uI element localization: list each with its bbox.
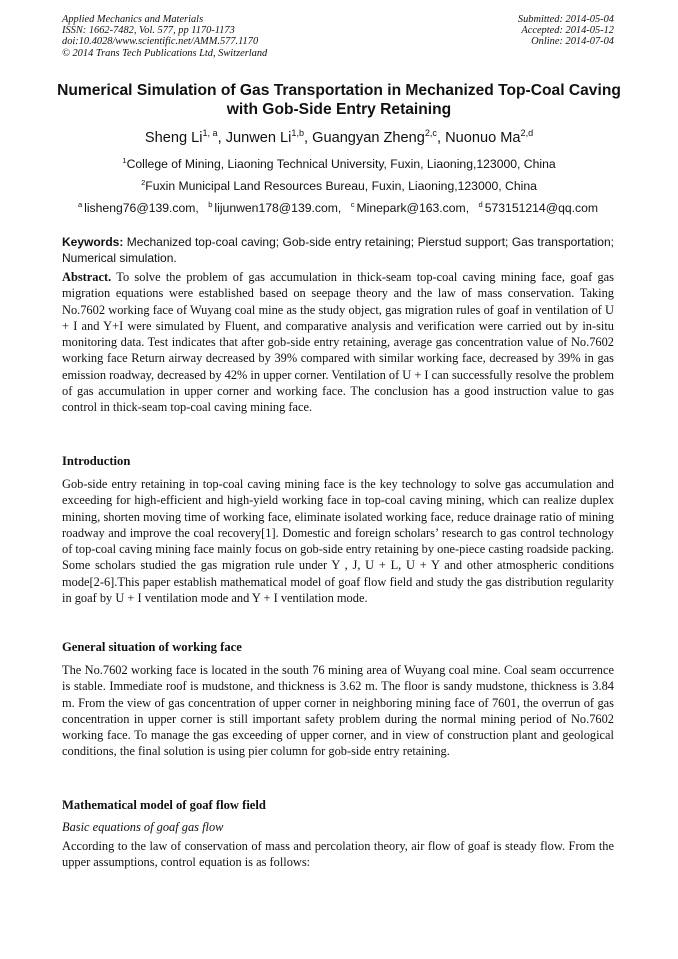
author-emails (30, 201, 648, 215)
section-heading-introduction: Introduction (62, 454, 131, 468)
keywords-text: Mechanized top-coal caving; Gob-side entry retaining; Pierstud support; Gas transportation; Numerical simulation. (62, 235, 614, 265)
author-name: Junwen Li (225, 130, 292, 146)
section-heading-general-situation: General situation of working face (62, 640, 242, 654)
affiliation-1 (30, 157, 648, 171)
affil-text: College of Mining, Liaoning Technical University, Fuxin, Liaoning,123000, China (126, 157, 556, 171)
submitted-date: Submitted: 2014-05-04 (517, 14, 614, 25)
journal-name: Applied Mechanics and Materials (62, 14, 204, 25)
affil-text: Fuxin Municipal Land Resources Bureau, Fuxin, Liaoning,123000, China (145, 179, 537, 193)
accepted-date: Accepted: 2014-05-12 (521, 25, 614, 37)
publication-dates (518, 14, 614, 48)
affil-number: 1 (122, 155, 127, 165)
abstract-label: Abstract. (62, 270, 112, 284)
introduction-paragraph: Gob-side entry retaining in top-coal caving mining face is the key technology to solve gas accumulation and exceeding for high-efficient and high-yield working face in top-coal caving mining, which can realize duplex mining, shorten moving time of working face, eliminate isolated working face, reduce drainage ratio of mining roadway and improve the coal recovery[1]. Domestic and foreign scholars’ research to gas control technology of top-coal caving mining face mainly focus on gob-side entry retaining by one-piece casting roadside packing. Some scholars studied the gas migration rule under Y , J, U + L, U + Y and other atmospheric conditions mode[2-6].This paper establish mathematical model of goaf flow field and study the gas distribution regularity in goaf by U + I ventilation mode and Y + I ventilation mode. (62, 477, 614, 606)
email-sup: d (478, 199, 483, 209)
abstract-text: To solve the problem of gas accumulation in thick-seam top-coal caving mining face, goaf gas migration equations were established based on seepage theory and the law of mass conservation. Taking No.7602 working face of Wuyang coal mine as the study object, gas migration rules of goaf in ventilation of U + I and Y+I were simulated by Fluent, and comparative analysis and verification were carried out by in-situ monitoring data. Test indicates that after gob-side entry retaining, average gas concentration value of No.7602 working face Return airway decreased by 39% compared with similar working face, decreased by 39% in gas emission roadway, decreased by 42% in upper corner. Ventilation of U + I can successfully resolve the problem of gas accumulation in upper corner and working face. The conclusion has a good instruction value to gas control in thick-seam top-coal caving mining face. (62, 270, 615, 415)
keywords (62, 234, 614, 266)
abstract (62, 269, 614, 416)
author-affil-sup: 2,c (424, 128, 437, 139)
email-address[interactable]: 573151214@qq.com (484, 201, 599, 215)
affil-number: 2 (141, 177, 146, 187)
author-affil-sup: 2,d (520, 128, 534, 139)
author-name: Nuonuo Ma (445, 130, 521, 146)
affiliation-2 (30, 179, 648, 193)
email-address[interactable]: Minepark@163.com, (356, 201, 470, 215)
email-sup: c (350, 199, 355, 209)
paper-title: Numerical Simulation of Gas Transportation in Mechanized Top-Coal Caving with Gob-Side Entry Retaining (57, 82, 621, 118)
author-name: Guangyan Zheng (312, 130, 425, 146)
subsection-heading-basic-equations: Basic equations of goaf gas flow (62, 820, 224, 834)
email-address[interactable]: lijunwen178@139.com, (214, 201, 342, 215)
keywords-label: Keywords: (62, 235, 124, 249)
author-list: Sheng Li$^{1, a}$, Junwen Li$^{1,b}$, Guangyan Zheng$^{2,c}$, Nuonuo Ma$^{2,d}$ (144, 128, 534, 146)
journal-info (62, 14, 267, 59)
author-affil-sup: 1, a (202, 128, 218, 139)
section-heading-mathematical-model: Mathematical model of goaf flow field (62, 798, 266, 812)
email-address[interactable]: lisheng76@139.com, (84, 201, 199, 215)
issn-line: ISSN: 1662-7482, Vol. 577, pp 1170-1173 (62, 25, 235, 37)
general-situation-paragraph: The No.7602 working face is located in the south 76 mining area of Wuyang coal mine. Coal seam occurrence is stable. Immediate roof is mudstone, and thickness is 3.62 m. The floor is sandy mudstone, thickness is 3.84 m. From the view of gas concentration of upper corner in neighboring mining face of 7601, the overrun of gas concentration in upper corner is still important safety problem during the normal mining period of No.7602 working face. To manage the gas exceeding of upper corner, and in view of construction plant and geological conditions, the final solution is using pier column for gob-side entry retaining. (62, 663, 614, 759)
email-sup: a (77, 199, 83, 209)
author-affil-sup: 1,b (291, 128, 304, 139)
mathematical-model-paragraph: According to the law of conservation of mass and percolation theory, air flow of goaf is steady flow. From the upper assumptions, control equation is as follows: (62, 839, 614, 870)
email-sup: b (208, 199, 213, 209)
doi-line[interactable]: doi:10.4028/www.scientific.net/AMM.577.1170 (62, 36, 259, 48)
copyright-line: © 2014 Trans Tech Publications Ltd, Switzerland (62, 47, 268, 59)
online-date: Online: 2014-07-04 (531, 36, 614, 48)
author-name: Sheng Li (144, 130, 203, 146)
